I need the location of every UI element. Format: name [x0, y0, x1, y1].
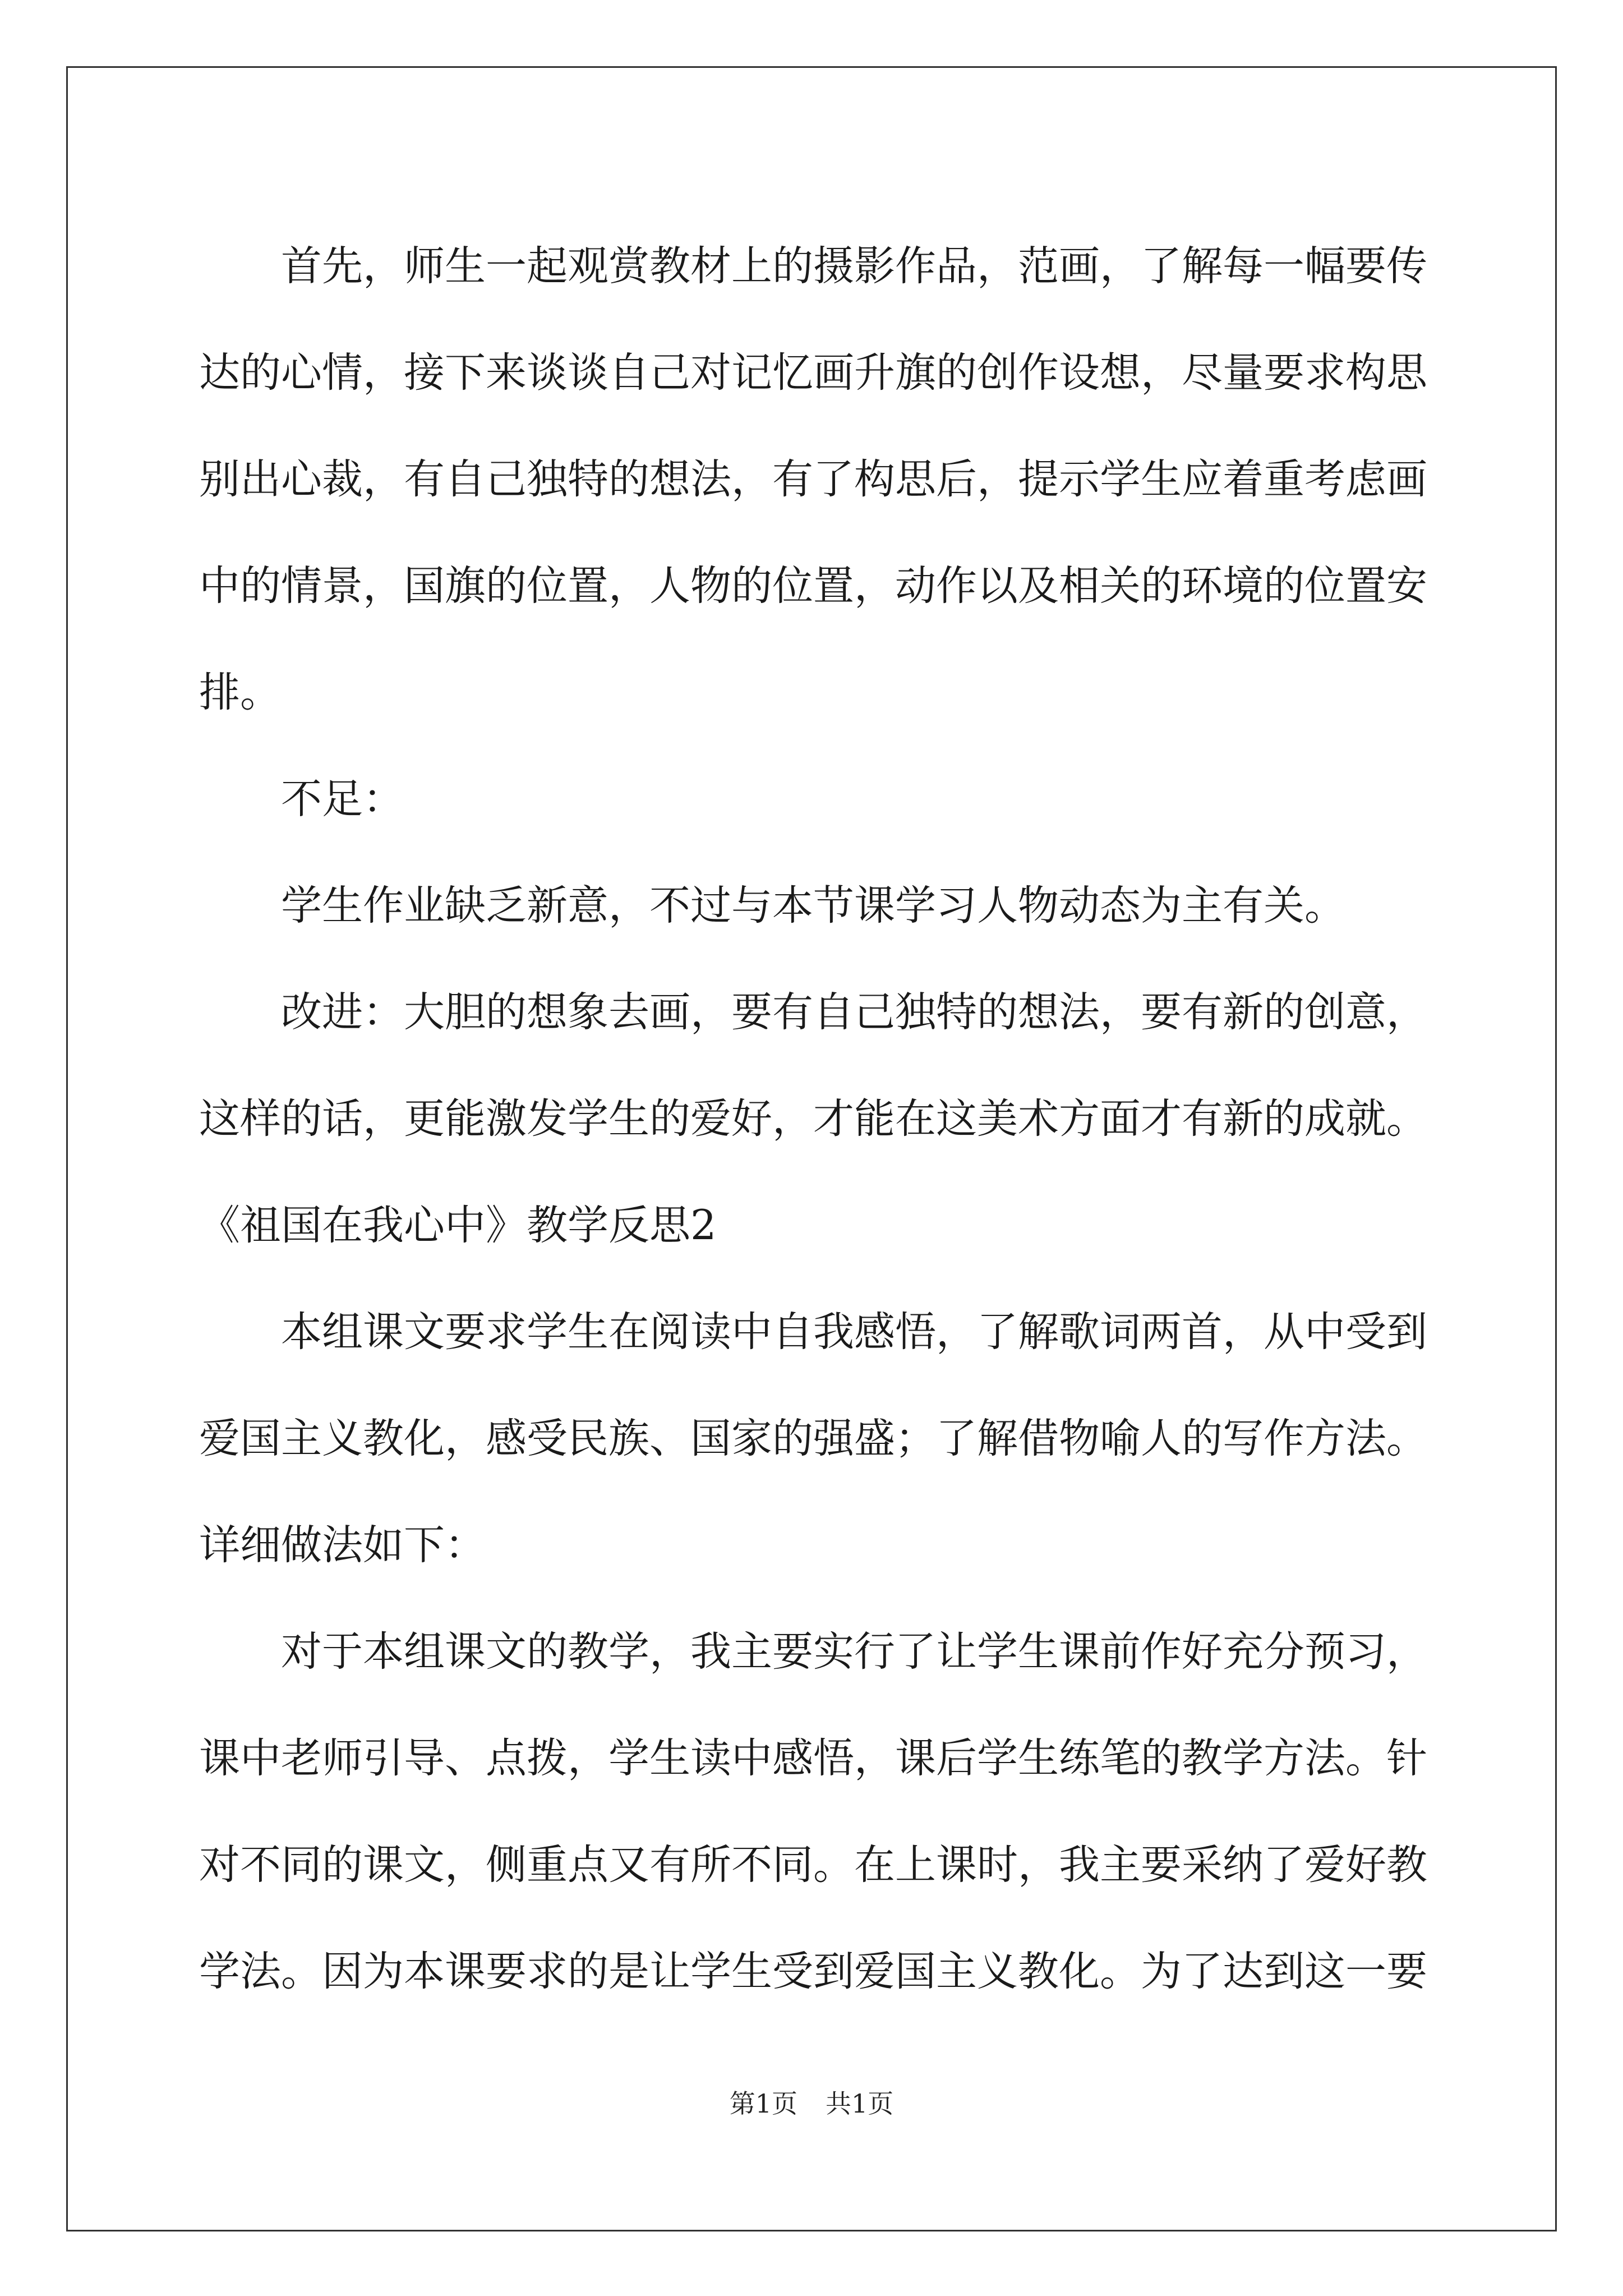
page-footer: [0, 2087, 1623, 2120]
page-number: 第1页: [729, 2088, 797, 2119]
paragraph-intro: 首先，师生一起观赏教材上的摄影作品，范画，了解每一幅要传达的心情，接下来谈谈自己对记忆画升旗的创作设想，尽量要求构思别出心裁，有自己独特的想法，有了构思后，提示学生应着重考虑画中的情景，国旗的位置，人物的位置，动作以及相关的环境的位置安排。: [199, 242, 1427, 716]
document-body: [199, 213, 1427, 2025]
paragraph-requirements: 本组课文要求学生在阅读中自我感悟，了解歌词两首，从中受到爱国主义教化，感受民族、国家的强盛；了解借物喻人的写作方法。详细做法如下：: [199, 1308, 1427, 1569]
section-title: 《祖国在我心中》教学反思2: [199, 1202, 717, 1249]
page-total: 共1页: [826, 2088, 894, 2119]
paragraph-method: 对于本组课文的教学，我主要实行了让学生课前作好充分预习，课中老师引导、点拨，学生读中感悟，课后学生练笔的教学方法。针对不同的课文，侧重点又有所不同。在上课时，我主要采纳了爱好教学法。因为本课要求的是让学生受到爱国主义教化。为了达到这一要: [199, 1628, 1427, 1995]
paragraph-shortcoming-label: 不足：: [281, 775, 404, 823]
paragraph-shortcoming: 学生作业缺乏新意，不过与本节课学习人物动态为主有关。: [281, 882, 1345, 930]
paragraph-improvement: 改进：大胆的想象去画，要有自己独特的想法，要有新的创意，这样的话，更能激发学生的爱好，才能在这美术方面才有新的成就。: [199, 988, 1427, 1143]
